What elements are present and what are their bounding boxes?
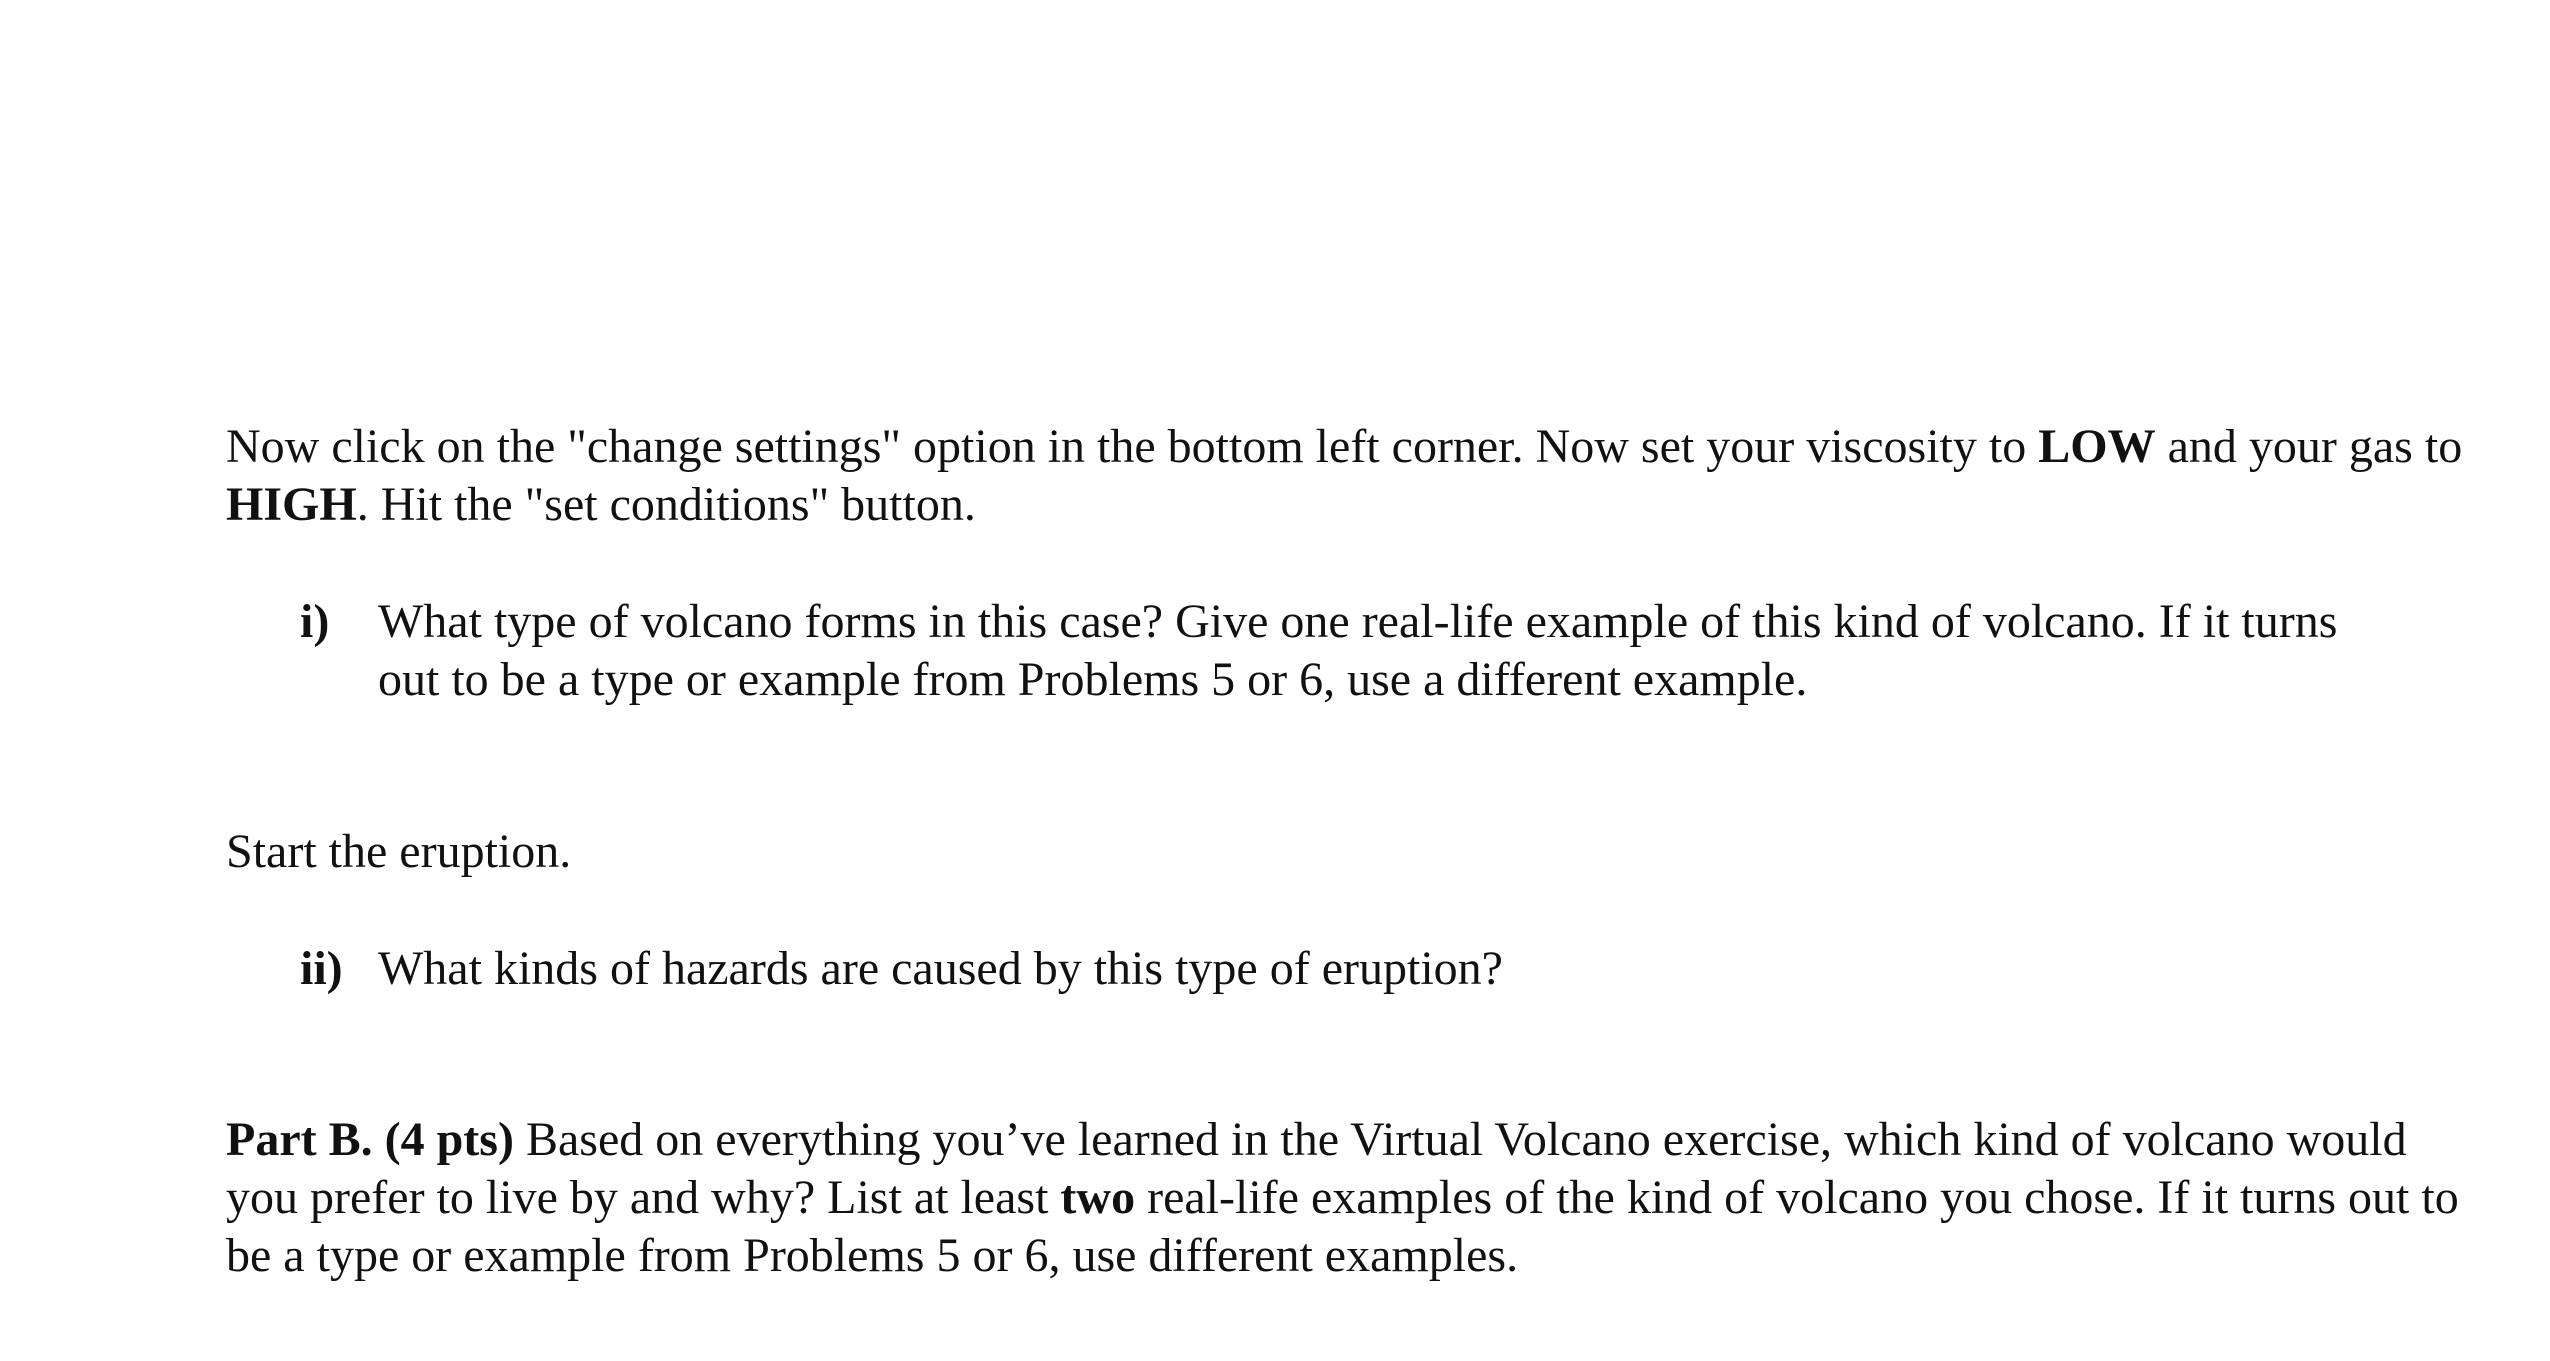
part-b-text-b: real-life examples of the kind of volcano you chose. If it turns out to be a type or example from Problems 5 or 6, use different examples. [226,1171,2459,1282]
part-b-two-emphasis: two [1060,1171,1136,1224]
instructions-text-a: Now click on the "change settings" option in the bottom left corner. Now set your viscosity to [226,420,2039,473]
question-ii-text: What kinds of hazards are caused by this type of eruption? [378,942,1503,995]
part-b-paragraph [226,1111,2466,1285]
part-b-text-a: Based on everything you’ve learned in the Virtual Volcano exercise, which kind of volcano would you prefer to live by and why? List at least [226,1113,2407,1224]
question-ii-number: ii) [300,942,343,995]
instructions-text-c: . Hit the "set conditions" button. [356,478,976,531]
gas-high-emphasis: HIGH [226,478,357,531]
instructions-text-b: and your gas to [2155,420,2463,473]
question-i-number: i) [300,595,330,648]
question-ii [300,940,2380,998]
viscosity-low-emphasis: LOW [2038,420,2156,473]
start-eruption-text: Start the eruption. [226,825,572,878]
instructions-paragraph [226,418,2466,534]
question-i-text: What type of volcano forms in this case? Give one real-life example of this kind of volcano. If it turns out to be a type or example from Problems 5 or 6, use a different example. [378,595,2338,706]
question-i [300,593,2380,709]
part-b-label: Part B. (4 pts) [226,1113,514,1166]
